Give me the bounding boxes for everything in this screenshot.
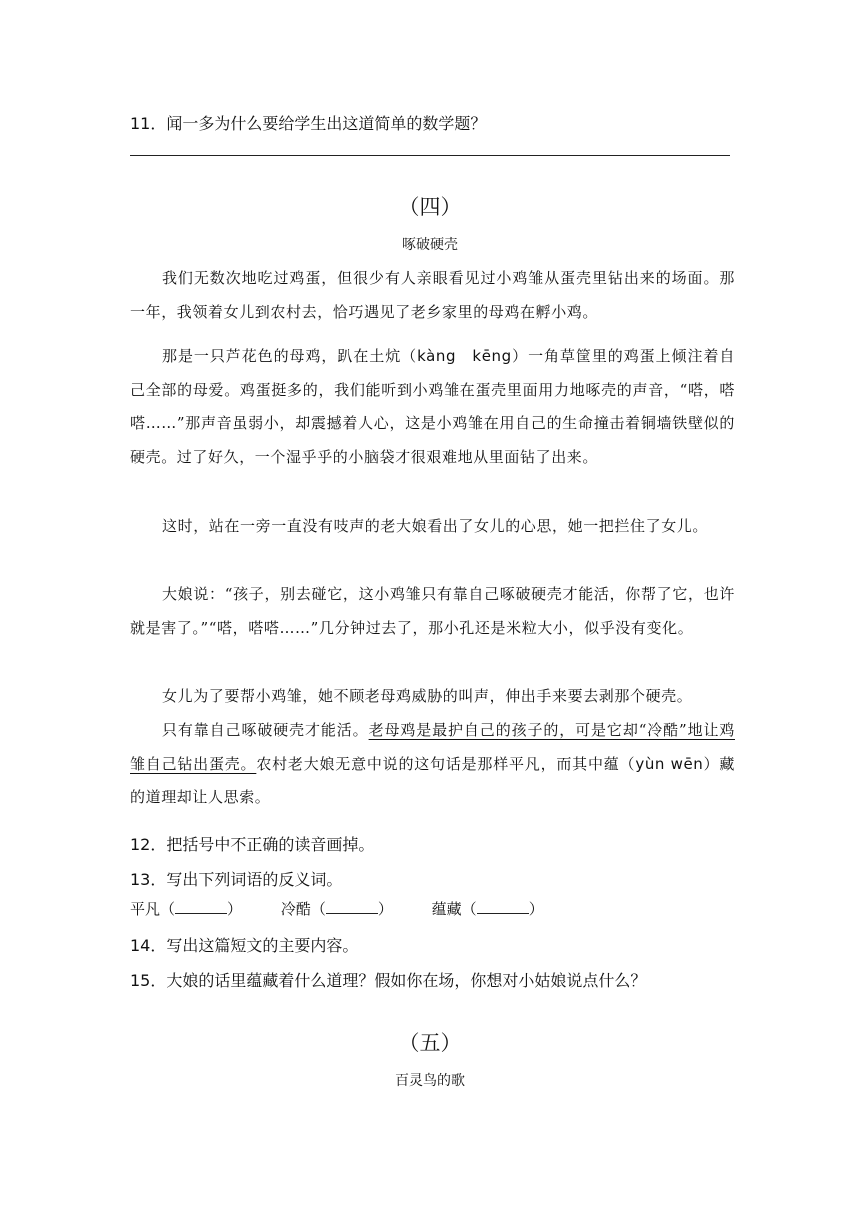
paragraph-6-end: ）藏的道理却让人思索。 (130, 754, 735, 806)
question-number: 14． (130, 936, 167, 955)
answer-line[interactable] (130, 155, 730, 156)
paragraph-6-text: 只有靠自己啄破硬壳才能活。 (162, 721, 369, 739)
paragraph-3: 这时，站在一旁一直没有吱声的老大娘看出了女儿的心思，她一把拦住了女儿。 (162, 517, 709, 535)
question-number: 13． (130, 870, 167, 889)
paragraph-6-text-rest: 农村老大娘无意中说的这句话是那样平凡，而其中蕴（ (256, 754, 636, 773)
antonym-item (432, 898, 544, 919)
antonym-row (130, 898, 578, 919)
paragraph-4: 大娘说：“孩子，别去碰它，这小鸡雏只有靠自己啄破硬壳才能活，你帮了它，也许就是害了。”“嗒，嗒嗒……”几分钟过去了，那小孔还是米粒大小，似乎没有变化。 (130, 585, 735, 637)
question-text: 大娘的话里蕴藏着什么道理？假如你在场，你想对小姑娘说点什么？ (166, 971, 647, 990)
close-paren: ） (377, 900, 393, 918)
question-text: 把括号中不正确的读音画掉。 (166, 835, 375, 854)
question-number: 12． (130, 835, 167, 854)
pinyin-options: kàng kēng (417, 347, 512, 365)
question-15 (130, 968, 646, 991)
underlined-sentence: 老母鸡是最护自己的孩子的，可是它却“冷酷”地让鸡雏自己钻出蛋壳。 (130, 721, 735, 773)
question-text: 写出这篇短文的主要内容。 (166, 936, 359, 955)
answer-blank[interactable] (326, 900, 378, 914)
paragraph-2-text-rest: ）一角草筐里的鸡蛋上倾注着自己全部的母爱。鸡蛋挺多的，我们能听到小鸡雏在蛋壳里面用力地啄壳的声音，“嗒，嗒嗒……”那声音虽弱小，却震撼着人心，这是小鸡雏在用自己的生命撞击着铜墙铁壁似的硬壳。过了好久，一个湿乎乎的小脑袋才很艰难地从里面钻了出来。 (130, 347, 735, 466)
story-title: 啄破硬壳 (402, 237, 458, 253)
question-text: 写出下列词语的反义词。 (166, 870, 343, 889)
paragraph-6 (130, 714, 735, 815)
question-14 (130, 933, 358, 956)
antonym-item (130, 898, 242, 919)
story-title: 百灵鸟的歌 (395, 1073, 465, 1089)
word: 蕴藏 (431, 900, 462, 918)
paragraph-2-text: 那是一只芦花色的母鸡，趴在土炕（ (162, 347, 418, 365)
question-11 (130, 111, 486, 134)
question-13 (130, 867, 342, 890)
answer-blank[interactable] (175, 900, 227, 914)
question-12 (130, 832, 374, 855)
word: 平凡 (130, 900, 161, 918)
section-heading-5: （五） (398, 1031, 462, 1055)
question-number: 15． (130, 971, 167, 990)
question-number: 11． (130, 114, 167, 133)
antonym-item (281, 898, 393, 919)
pinyin-options: yùn wēn (635, 754, 704, 773)
open-paren: （ (310, 900, 326, 918)
close-paren: ） (528, 900, 544, 918)
open-paren: （ (160, 900, 176, 918)
open-paren: （ (461, 900, 477, 918)
word: 冷酷 (280, 900, 311, 918)
paragraph-1: 我们无数次地吃过鸡蛋，但很少有人亲眼看见过小鸡雏从蛋壳里钻出来的场面。那一年，我领着女儿到农村去，恰巧遇见了老乡家里的母鸡在孵小鸡。 (130, 269, 735, 321)
answer-blank[interactable] (477, 900, 529, 914)
section-heading-4: （四） (398, 195, 462, 219)
paragraph-2 (130, 340, 735, 474)
question-text: 闻一多为什么要给学生出这道简单的数学题？ (166, 114, 487, 133)
paragraph-5: 女儿为了要帮小鸡雏，她不顾老母鸡威胁的叫声，伸出手来要去剥那个硬壳。 (162, 687, 693, 705)
close-paren: ） (227, 900, 243, 918)
